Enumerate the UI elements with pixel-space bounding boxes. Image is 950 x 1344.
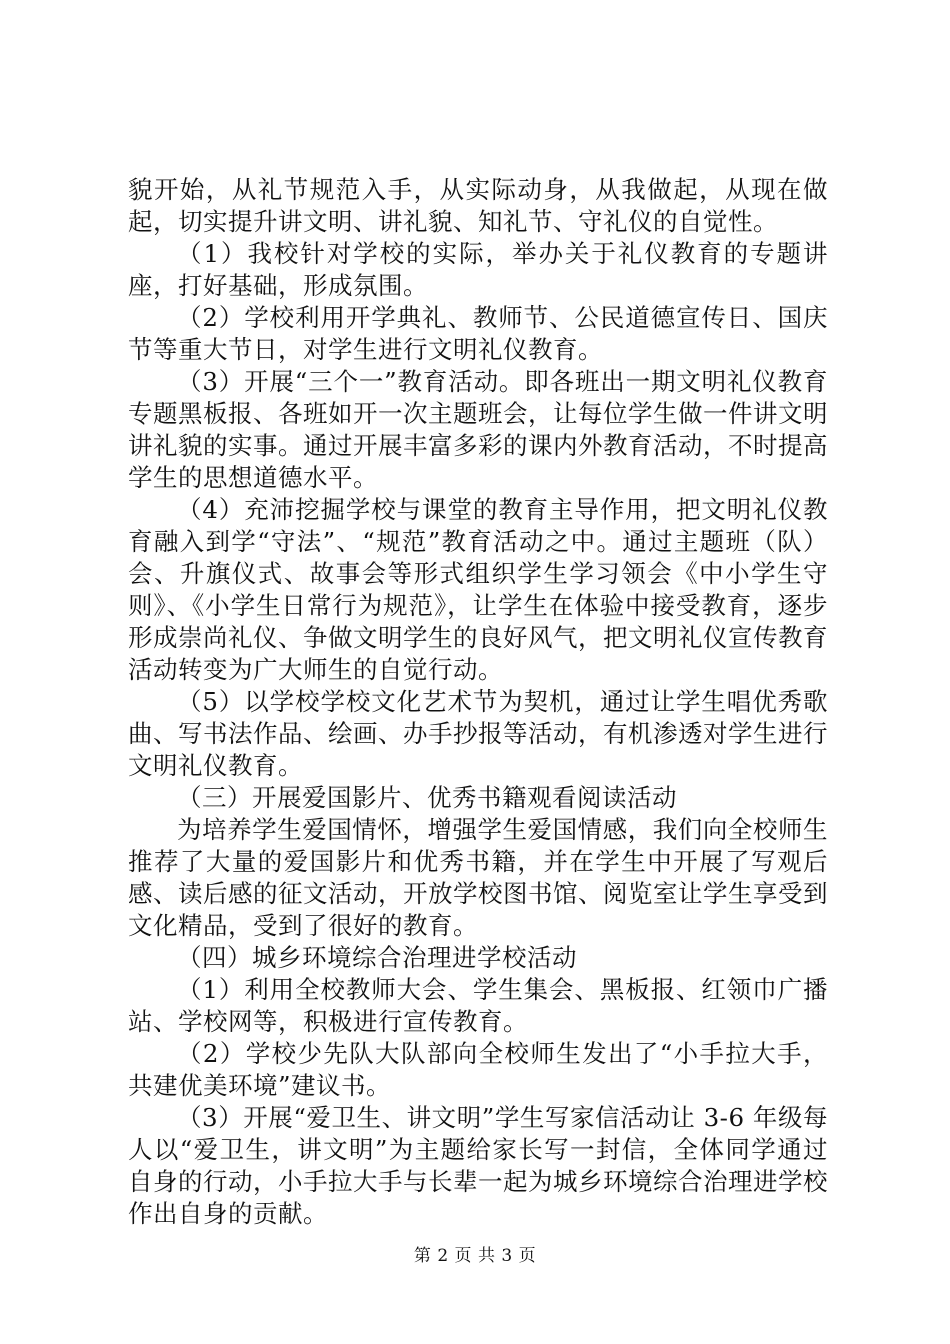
paragraph-12: （3）开展“爱卫生、讲文明”学生写家信活动让 3-6 年级每人以“爱卫生，讲文明”为主题给家长写一封信，全体同学通过自身的行动，小手拉大手与长辈一起为城乡环境综合治理进学校作出自身的贡献。 bbox=[128, 1103, 828, 1228]
paragraph-1: 貌开始，从礼节规范入手，从实际动身，从我做起，从现在做起，切实提升讲文明、讲礼貌、知礼节、守礼仪的自觉性。 bbox=[128, 175, 828, 236]
page-number-label: 第 2 页 共 3 页 bbox=[413, 1246, 537, 1266]
section-heading-3: （三）开展爱国影片、优秀书籍观看阅读活动 bbox=[177, 783, 677, 812]
page-footer bbox=[0, 1245, 950, 1267]
paragraph-11: （2）学校少先队大队部向全校师生发出了“小手拉大手，共建优美环境”建议书。 bbox=[128, 1039, 828, 1100]
section-heading-4: （四）城乡环境综合治理进学校活动 bbox=[177, 943, 577, 972]
paragraph-3: （2）学校利用开学典礼、教师节、公民道德宣传日、国庆节等重大节日，对学生进行文明礼仪教育。 bbox=[128, 303, 828, 364]
paragraph-5: （4）充沛挖掘学校与课堂的教育主导作用，把文明礼仪教育融入到学“守法”、“规范”教育活动之中。通过主题班（队）会、升旗仪式、故事会等形式组织学生学习领会《中小学生守则》、《小学生日常行为规范》，让学生在体验中接受教育，逐步形成崇尚礼仪、争做文明学生的良好风气，把文明礼仪宣传教育活动转变为广大师生的自觉行动。 bbox=[128, 495, 828, 684]
paragraph-2: （1）我校针对学校的实际，举办关于礼仪教育的专题讲座，打好基础，形成氛围。 bbox=[128, 239, 828, 300]
paragraph-6: （5）以学校学校文化艺术节为契机，通过让学生唱优秀歌曲、写书法作品、绘画、办手抄报等活动，有机渗透对学生进行文明礼仪教育。 bbox=[128, 687, 828, 780]
paragraph-10: （1）利用全校教师大会、学生集会、黑板报、红领巾广播站、学校网等，积极进行宣传教育。 bbox=[128, 975, 828, 1036]
paragraph-8: 为培养学生爱国情怀，增强学生爱国情感，我们向全校师生推荐了大量的爱国影片和优秀书籍，并在学生中开展了写观后感、读后感的征文活动，开放学校图书馆、阅览室让学生享受到文化精品，受到了很好的教育。 bbox=[128, 815, 828, 940]
paragraph-4: （3）开展“三个一”教育活动。即各班出一期文明礼仪教育专题黑板报、各班如开一次主题班会，让每位学生做一件讲文明讲礼貌的实事。通过开展丰富多彩的课内外教育活动，不时提高学生的思想道德水平。 bbox=[128, 367, 828, 492]
document-body bbox=[128, 174, 828, 1230]
